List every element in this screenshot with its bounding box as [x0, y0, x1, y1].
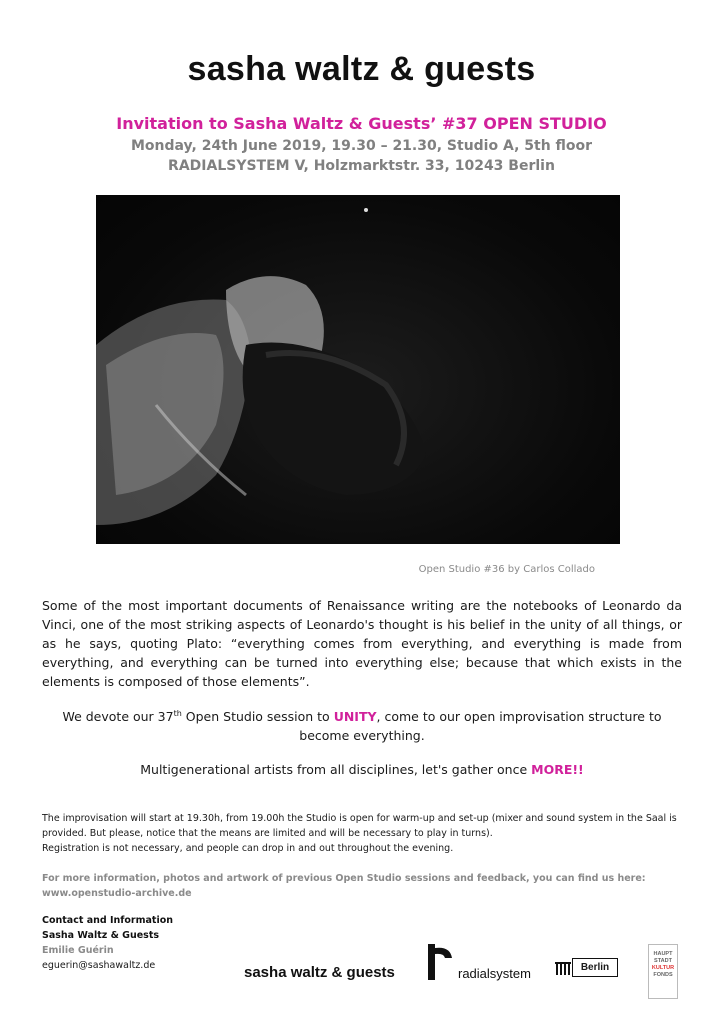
website-link[interactable]: www.openstudio-archive.de [42, 888, 192, 899]
radialsystem-mark-icon [428, 944, 454, 980]
hauptstadt-kulturfonds-logo [648, 944, 678, 999]
fonds-line-2: STADT [654, 958, 672, 964]
devote-statement [42, 704, 682, 745]
contact-heading: Contact and Information [42, 915, 174, 926]
brand-logo: sasha waltz & guests [187, 50, 536, 88]
contact-block [42, 913, 173, 973]
devote-text-end: , come to our open improvisation structure to become everything. [299, 709, 662, 744]
berlin-logo: Berlin [572, 958, 618, 977]
invitation-title: Invitation to Sasha Waltz & Guests’ #37 OPEN STUDIO [116, 114, 607, 133]
event-address-line: RADIALSYSTEM V, Holzmarktstr. 33, 10243 Berlin [168, 158, 555, 174]
dancer-photo-graphic [96, 195, 620, 544]
more-highlight: MORE!! [531, 762, 584, 777]
dancer-photo [96, 195, 620, 544]
devote-superscript: th [173, 709, 182, 718]
radialsystem-logo-text: radialsystem [458, 966, 531, 981]
photo-caption: Open Studio #36 by Carlos Collado [418, 564, 595, 575]
berlin-bear-gate-icon [554, 960, 572, 976]
info-paragraph: The improvisation will start at 19.30h, from 19.00h the Studio is open for warm-up and set-up (mixer and sound system in the Saal is provided. But please, notice that the means are limited and will be necessary to play in turns). [42, 813, 677, 839]
unity-highlight: UNITY [333, 709, 377, 725]
contact-name: Emilie Guérin [42, 945, 114, 956]
contact-org: Sasha Waltz & Guests [42, 930, 160, 941]
fonds-line-4: FONDS [653, 972, 673, 978]
more-info-text: For more information, photos and artwork of previous Open Studio sessions and feedback, you can find us here: [42, 873, 646, 884]
contact-email[interactable]: eguerin@sashawaltz.de [42, 960, 156, 971]
devote-text-start: We devote our 37 [62, 709, 174, 725]
fonds-line-3: KULTUR [651, 965, 675, 971]
gather-text: Multigenerational artists from all disciplines, let's gather once [140, 762, 532, 777]
body-paragraph: Some of the most important documents of Renaissance writing are the notebooks of Leonardo da Vinci, one of the most striking aspects of Leonardo's thought is his belief in the unity of all things, or as he says, quoting Plato: “everything comes from everything, and everything is made from everything, and everything can be turned into everything else; because that which exists in the elements is composed of those elements”. [42, 598, 682, 689]
devote-text-middle: Open Studio session to [181, 709, 334, 725]
footer-sw-logo: sasha waltz & guests [244, 964, 395, 981]
gather-statement [42, 760, 682, 779]
event-date-line: Monday, 24th June 2019, 19.30 – 21.30, Studio A, 5th floor [130, 138, 593, 154]
registration-note: Registration is not necessary, and people can drop in and out throughout the evening. [42, 843, 454, 854]
fonds-line-1: HAUPT [653, 951, 673, 957]
